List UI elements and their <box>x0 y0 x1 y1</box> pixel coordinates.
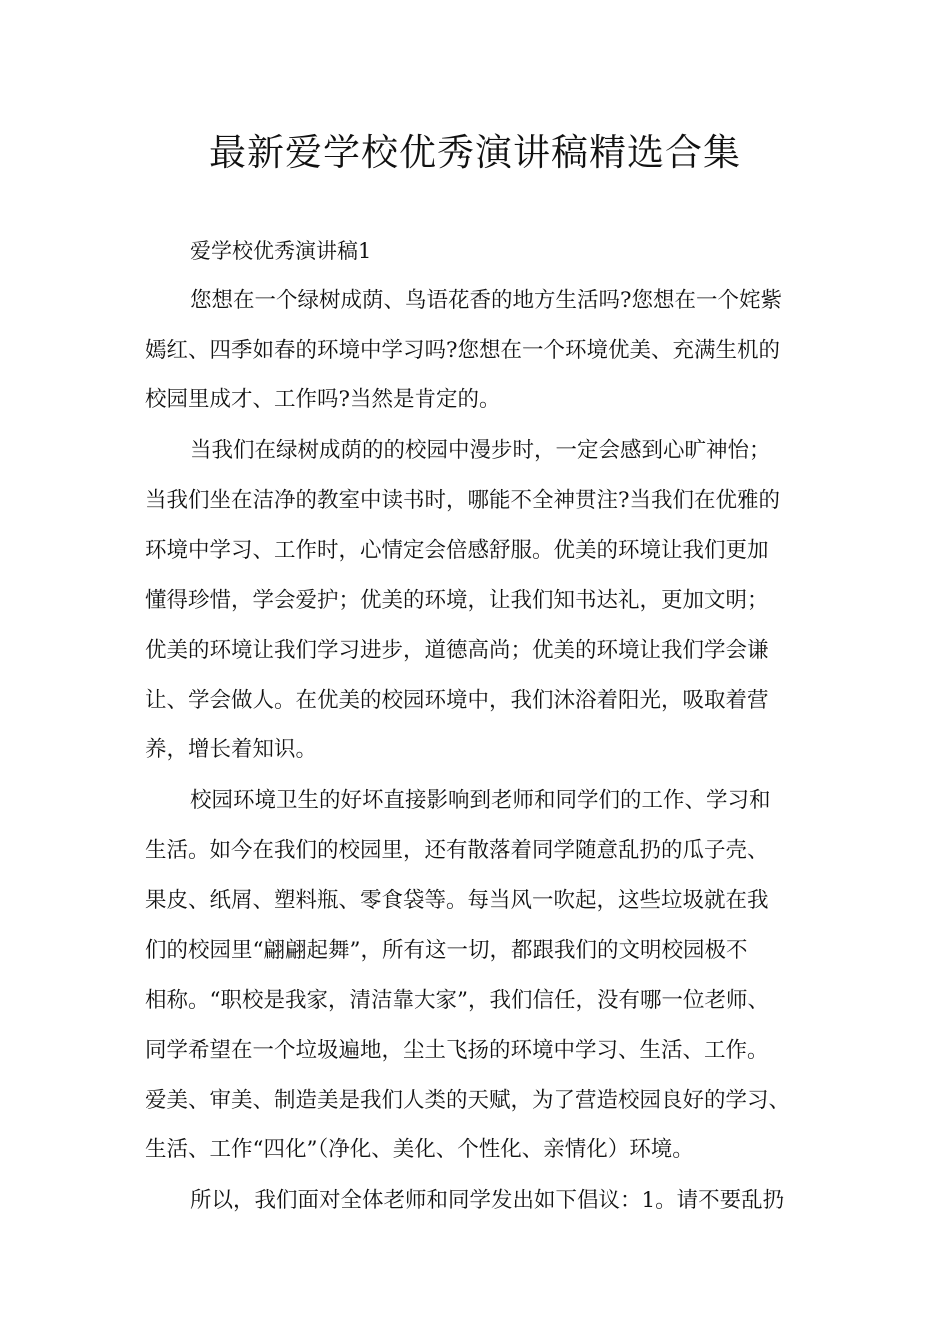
paragraph-line: 嫣红、四季如春的环境中学习吗?您想在一个环境优美、充满生机的 <box>145 338 781 363</box>
paragraph-line: 爱美、审美、制造美是我们人类的天赋，为了营造校园良好的学习、 <box>145 1088 791 1113</box>
paragraph-line: 们的校园里“翩翩起舞”，所有这一切，都跟我们的文明校园极不 <box>145 938 748 963</box>
paragraph-line: 校园环境卫生的好坏直接影响到老师和同学们的工作、学习和 <box>190 788 771 813</box>
section-heading: 爱学校优秀演讲稿1 <box>190 239 372 263</box>
paragraph-line: 相称。“职校是我家，清洁靠大家”，我们信任，没有哪一位老师、 <box>145 988 769 1013</box>
paragraph-line: 所以，我们面对全体老师和同学发出如下倡议：1。请不要乱扔 <box>190 1188 785 1213</box>
paragraph-line: 果皮、纸屑、塑料瓶、零食袋等。每当风一吹起，这些垃圾就在我 <box>145 888 769 913</box>
paragraph-line: 优美的环境让我们学习进步，道德高尚；优美的环境让我们学会谦 <box>145 638 769 663</box>
paragraph-line: 当我们在绿树成荫的的校园中漫步时，一定会感到心旷神怡； <box>190 438 771 463</box>
document-title: 最新爱学校优秀演讲稿精选合集 <box>209 131 741 174</box>
paragraph-line: 养，增长着知识。 <box>145 737 318 762</box>
paragraph-line: 生活、工作“四化”（净化、美化、个性化、亲情化）环境。 <box>145 1137 694 1162</box>
paragraph-line: 生活。如今在我们的校园里，还有散落着同学随意乱扔的瓜子壳、 <box>145 838 769 863</box>
paragraph-line: 让、学会做人。在优美的校园环境中，我们沐浴着阳光，吸取着营 <box>145 688 769 713</box>
paragraph-line: 您想在一个绿树成荫、鸟语花香的地方生活吗?您想在一个姹紫 <box>190 288 783 313</box>
paragraph-line: 同学希望在一个垃圾遍地，尘土飞扬的环境中学习、生活、工作。 <box>145 1038 769 1063</box>
paragraph-line: 环境中学习、工作时，心情定会倍感舒服。优美的环境让我们更加 <box>145 538 769 563</box>
paragraph-line: 当我们坐在洁净的教室中读书时，哪能不全神贯注?当我们在优雅的 <box>145 488 781 513</box>
paragraph-line: 懂得珍惜，学会爱护；优美的环境，让我们知书达礼，更加文明； <box>145 588 769 613</box>
paragraph-line: 校园里成才、工作吗?当然是肯定的。 <box>145 387 501 412</box>
